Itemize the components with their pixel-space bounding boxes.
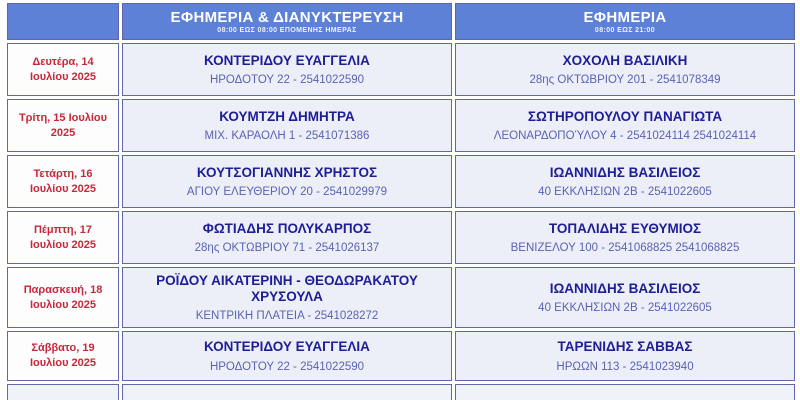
day-pharmacy-cell [455,267,795,328]
date-cell: Τρίτη, 15 Ιουλίου 2025 [7,99,119,152]
day-column-hours: 08:00 ΕΩΣ 21:00 [594,27,656,35]
pharmacy-address: ΒΕΝΙΖΕΛΟΥ 100 - 2541068825 2541068825 [510,242,740,255]
day-pharmacy-cell [455,155,795,208]
day-pharmacy-cell [455,211,795,264]
pharmacy-name: ΤΟΠΑΛΙΔΗΣ ΕΥΘΥΜΙΟΣ [548,220,702,236]
header-date-cell [7,3,119,40]
table-row [7,99,795,152]
pharmacy-name: ΧΟΧΟΛΗ ΒΑΣΙΛΙΚΗ [562,52,688,68]
overnight-column-title: ΕΦΗΜΕΡΙΑ & ΔΙΑΝΥΚΤΕΡΕΥΣΗ [170,8,404,26]
day-pharmacy-cell [455,331,795,381]
day-pharmacy-cell [455,43,795,96]
pharmacy-name: ΣΩΤΗΡΟΠΟΥΛΟΥ ΠΑΝΑΓΙΩΤΑ [527,108,723,124]
date-cell: Σάββατο, 19 Ιουλίου 2025 [7,331,119,381]
pharmacy-address: ΚΕΝΤΡΙΚΗ ΠΛΑΤΕΙΑ - 2541028272 [195,310,379,323]
table-row [7,211,795,264]
date-cell: Παρασκευή, 18 Ιουλίου 2025 [7,267,119,328]
table-row [7,155,795,208]
overnight-pharmacy-cell [122,267,452,328]
header-overnight-cell [122,3,452,40]
pharmacy-address: 40 ΕΚΚΛΗΣΙΩΝ 2Β - 2541022605 [538,302,712,315]
pharmacy-duty-table [4,0,798,400]
pharmacy-name: ΚΟΝΤΕΡΙΔΟΥ ΕΥΑΓΓΕΛΙΑ [204,52,370,68]
pharmacy-name: ΤΑΡΕΝΙΔΗΣ ΣΑΒΒΑΣ [557,339,693,355]
table-header-row [7,3,795,40]
overnight-pharmacy-cell [122,211,452,264]
overnight-pharmacy-cell [122,155,452,208]
pharmacy-address: 40 ΕΚΚΛΗΣΙΩΝ 2Β - 2541022605 [538,186,712,199]
day-column-title: ΕΦΗΜΕΡΙΑ [583,8,667,26]
pharmacy-name: ΚΟΝΤΕΡΙΔΟΥ ΕΥΑΓΓΕΛΙΑ [204,339,370,355]
overnight-pharmacy-cell [122,43,452,96]
date-cell: Πέμπτη, 17 Ιουλίου 2025 [7,211,119,264]
overnight-pharmacy-cell [122,331,452,381]
day-pharmacy-cell [455,384,795,400]
date-cell: Δευτέρα, 14 Ιουλίου 2025 [7,43,119,96]
pharmacy-name: ΦΩΤΙΑΔΗΣ ΠΟΛΥΚΑΡΠΟΣ [202,220,372,236]
overnight-pharmacy-cell [122,99,452,152]
table-row [7,331,795,381]
pharmacy-address: ΜΙΧ. ΚΑΡΑΟΛΗ 1 - 2541071386 [204,130,370,143]
day-pharmacy-cell [455,99,795,152]
table-row [7,43,795,96]
pharmacy-address: 28ης ΟΚΤΩΒΡΙΟΥ 201 - 2541078349 [529,74,721,87]
overnight-pharmacy-cell [122,384,452,400]
pharmacy-name: ΚΟΥΤΣΟΓΙΑΝΝΗΣ ΧΡΗΣΤΟΣ [196,164,378,180]
overnight-column-hours: 08:00 ΕΩΣ 08:00 ΕΠΟΜΕΝΗΣ ΗΜΕΡΑΣ [217,27,357,35]
date-cell [7,384,119,400]
table-row [7,267,795,328]
table-row-partial [7,384,795,400]
pharmacy-address: 28ης ΟΚΤΩΒΡΙΟΥ 71 - 2541026137 [194,242,380,255]
pharmacy-address: ΑΓΙΟΥ ΕΛΕΥΘΕΡΙΟΥ 20 - 2541029979 [186,186,388,199]
header-day-cell [455,3,795,40]
date-cell: Τετάρτη, 16 Ιουλίου 2025 [7,155,119,208]
pharmacy-name: ΙΩΑΝΝΙΔΗΣ ΒΑΣΙΛΕΙΟΣ [549,280,701,296]
pharmacy-address: ΗΡΟΔΟΤΟΥ 22 - 2541022590 [209,360,365,373]
pharmacy-name: ΙΩΑΝΝΙΔΗΣ ΒΑΣΙΛΕΙΟΣ [549,164,701,180]
pharmacy-address: ΗΡΩΩΝ 113 - 2541023940 [556,360,694,373]
pharmacy-address: ΗΡΟΔΟΤΟΥ 22 - 2541022590 [209,74,365,87]
pharmacy-name: ΚΟΥΜΤΖΗ ΔΗΜΗΤΡΑ [219,108,355,124]
pharmacy-address: ΛΕΟΝΑΡΔΟΠΟΎΛΟΥ 4 - 2541024114 2541024114 [493,130,757,143]
pharmacy-name: ΡΟΪΔΟΥ ΑΙΚΑΤΕΡΙΝΗ - ΘΕΟΔΩΡΑΚΑΤΟΥ ΧΡΥΣΟΥΛΑ [156,272,418,304]
